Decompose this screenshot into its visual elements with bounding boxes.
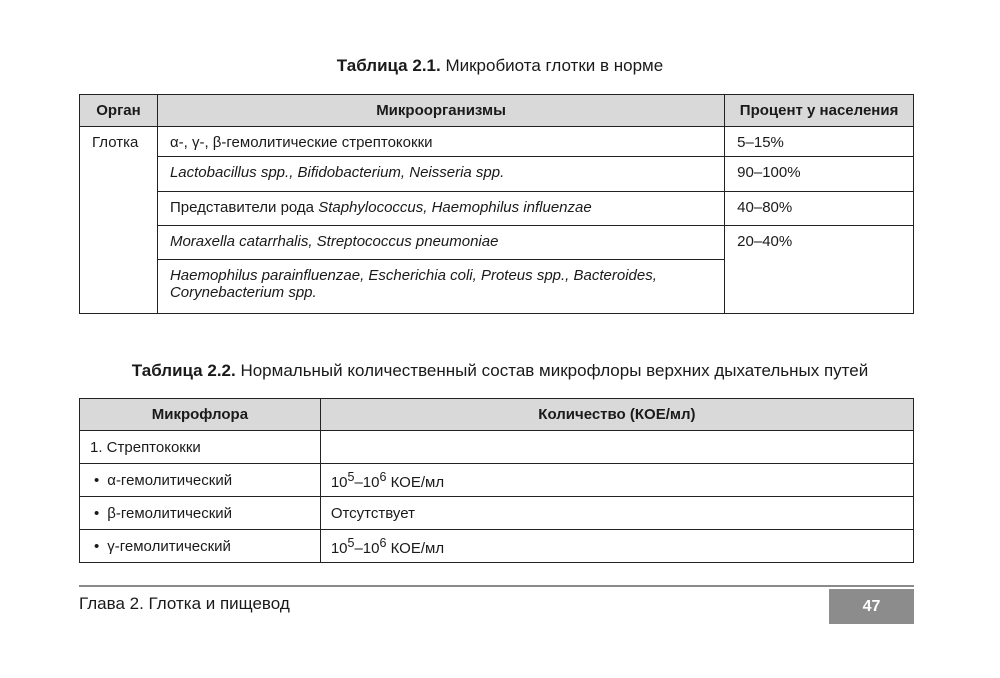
table-row [80, 464, 914, 497]
percent-cell: 40–80% [725, 192, 914, 226]
footer-rule [79, 585, 914, 587]
header-microflora: Микрофлора [80, 399, 321, 431]
quantity-exponent: 5 [347, 469, 355, 484]
quantity-dash: – [354, 539, 363, 557]
bullet: • [94, 504, 100, 522]
microbiota-table [79, 94, 914, 314]
group-cell: 1. Стрептококки [80, 431, 321, 464]
microbes-cell: α-, γ-, β-гемолитические стрептококки [157, 127, 724, 157]
microbes-cell [157, 260, 724, 314]
quantity-unit: КОЕ/мл [386, 473, 445, 491]
quantity-exponent: 6 [379, 535, 387, 550]
table1-caption-text: Микробиота глотки в норме [440, 56, 664, 75]
table-row [80, 157, 914, 192]
table2-caption [0, 361, 1000, 381]
table-row [80, 497, 914, 530]
table1-caption [0, 56, 1000, 76]
header-organ: Орган [80, 95, 158, 127]
quantity-exponent: 5 [347, 535, 355, 550]
microflora-name: γ-гемолитический [107, 537, 231, 555]
percent-cell: 5–15% [725, 127, 914, 157]
microflora-cell [80, 530, 321, 563]
microbes-italic-text: Staphylococcus, Haemophilus influenzae [318, 199, 592, 216]
table2-caption-text: Нормальный количественный состав микрофлоры верхних дыхательных путей [235, 361, 869, 380]
table-row [80, 127, 914, 157]
microbes-cell [157, 192, 724, 226]
bullet: • [94, 537, 100, 555]
quantity-exponent: 6 [379, 469, 387, 484]
microflora-name: α-гемолитический [107, 471, 233, 489]
microflora-cell [80, 464, 321, 497]
microbes-line-2: Corynebacterium spp. [169, 284, 317, 301]
table-row [80, 192, 914, 226]
microbes-plain-text: Представители рода [169, 199, 319, 216]
bullet: • [94, 471, 100, 489]
page-number: 47 [829, 589, 914, 624]
microbes-cell: Lactobacillus spp., Bifidobacterium, Neisseria spp. [157, 157, 724, 192]
table-header-row [80, 399, 914, 431]
quantity-cell [320, 464, 913, 497]
chapter-title: Глава 2. Глотка и пищевод [79, 594, 290, 613]
quantity-base: 10 [330, 539, 348, 557]
microflora-name: β-гемолитический [107, 504, 233, 522]
microbes-cell: Moraxella catarrhalis, Streptococcus pneumoniae [157, 226, 724, 260]
header-percent: Процент у населения [725, 95, 914, 127]
quantity-base: 10 [362, 539, 380, 557]
percent-cell: 20–40% [725, 226, 914, 314]
empty-cell [320, 431, 913, 464]
percent-cell: 90–100% [725, 157, 914, 192]
table-header-row [80, 95, 914, 127]
table-row [80, 226, 914, 260]
quantity-cell: Отсутствует [320, 497, 913, 530]
microflora-table [79, 398, 914, 563]
quantity-unit: КОЕ/мл [386, 539, 445, 557]
microbes-line-1: Haemophilus parainfluenzae, Escherichia coli, Proteus spp., Bacteroides, [169, 267, 657, 284]
microflora-cell [80, 497, 321, 530]
organ-cell: Глотка [80, 127, 158, 314]
quantity-cell [320, 530, 913, 563]
quantity-base: 10 [362, 473, 380, 491]
quantity-base: 10 [330, 473, 348, 491]
quantity-dash: – [354, 473, 363, 491]
header-quantity: Количество (КОЕ/мл) [320, 399, 913, 431]
table2-caption-label: Таблица 2.2. [131, 361, 236, 380]
table1-caption-label: Таблица 2.1. [336, 56, 441, 75]
header-microorganisms: Микроорганизмы [157, 95, 724, 127]
table-row [80, 530, 914, 563]
table-row [80, 431, 914, 464]
